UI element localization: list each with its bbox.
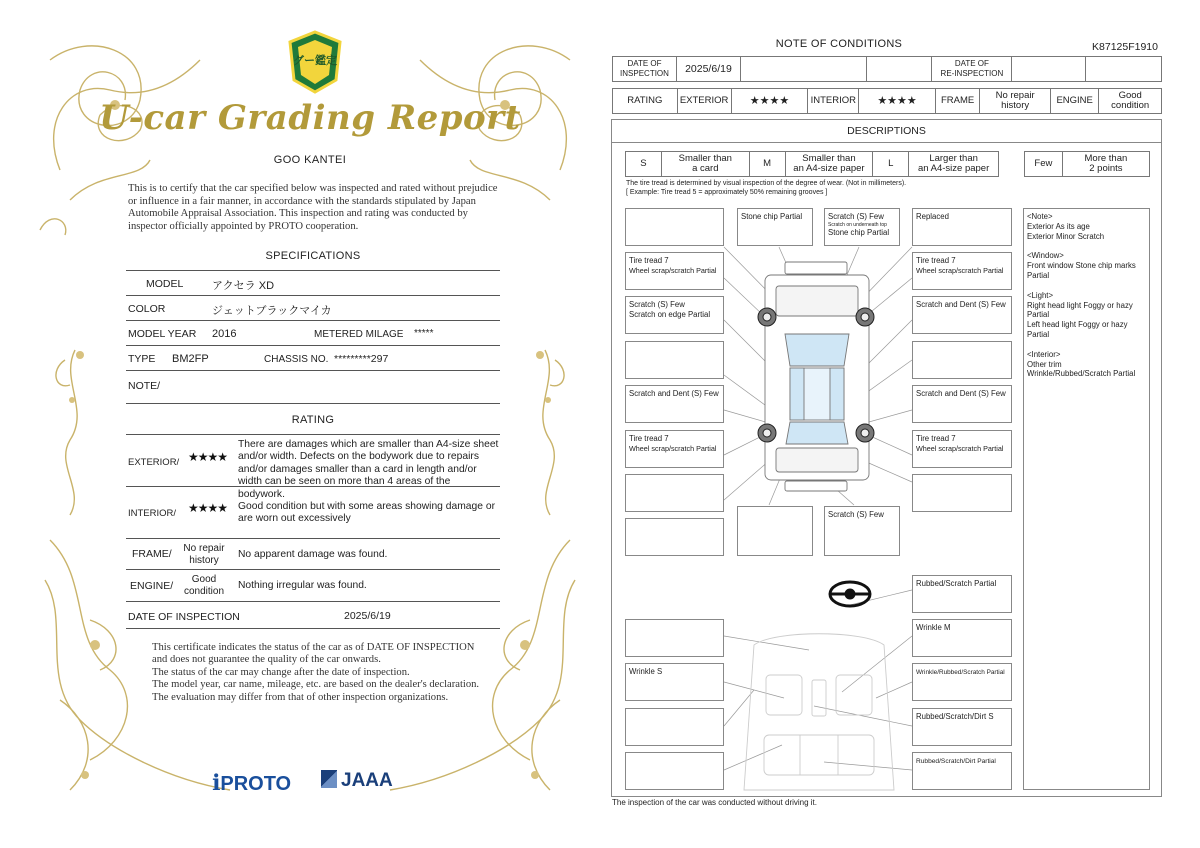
frame-label: FRAME — [935, 89, 979, 114]
interior-box-empty — [625, 619, 724, 657]
reference-number: K87125F1910 — [1092, 41, 1158, 53]
legend-s-desc: Smaller than a card — [661, 152, 749, 177]
spec-row-note — [126, 370, 500, 404]
condition-box-right-5: Scratch and Dent (S) Few — [912, 385, 1012, 423]
tire-note-2: [ Example: Tire tread 5 = approximately 50% remaining grooves ] — [626, 189, 828, 196]
interior-stars: ★★★★ — [859, 89, 936, 114]
descriptions-title: DESCRIPTIONS — [611, 119, 1162, 143]
condition-box-empty — [625, 474, 724, 512]
proto-logo-text: PROTO — [220, 773, 292, 795]
interior-line: Wrinkle/Rubbed/Scratch Partial — [1027, 369, 1136, 379]
color-label: COLOR — [128, 303, 166, 315]
legend-l-desc: Larger than an A4-size paper — [909, 152, 999, 177]
interior-heading: <Interior> — [1027, 349, 1061, 359]
engine-description: Nothing irregular was found. — [238, 580, 367, 591]
legend-l: L — [873, 152, 909, 177]
spec-row-color — [126, 295, 500, 320]
mileage-value: ***** — [414, 328, 434, 339]
model-value: アクセラ XD — [212, 280, 275, 292]
engine-value-line2: condition — [183, 585, 225, 597]
note-label: NOTE/ — [128, 380, 161, 392]
exterior-label: EXTERIOR/ — [128, 457, 180, 468]
frame-value — [180, 543, 228, 566]
legend-few-desc: More than 2 points — [1062, 152, 1149, 177]
date-of-inspection-value: 2025/6/19 — [344, 610, 391, 622]
exterior-description: There are damages which are smaller than A4-size sheet and/or width. Defects on the bodywork due to repairs and/or damages smaller than a card in length and/or width can be seen on more than 4 areas of the bodywork. — [238, 439, 499, 500]
note-of-conditions-sheet — [604, 30, 1170, 830]
type-value: BM2FP — [172, 353, 209, 365]
rating-row-frame — [126, 538, 500, 569]
model-label: MODEL — [146, 278, 184, 290]
condition-box-bottom-3: Scratch (S) Few — [824, 506, 900, 556]
note-line: Exterior As its age — [1027, 221, 1090, 231]
spec-row-model-year — [126, 320, 500, 345]
condition-box-empty — [625, 518, 724, 556]
date-of-inspection-value: 2025/6/19 — [676, 57, 740, 82]
certificate-disclaimer — [152, 642, 482, 704]
color-value: ジェットブラックマイカ — [212, 305, 332, 317]
date-of-inspection-label: DATE OF INSPECTION — [128, 611, 240, 623]
chassis-label: CHASSIS NO. — [264, 354, 329, 365]
mileage-label: METERED MILAGE — [314, 329, 404, 340]
grading-certificate — [30, 20, 590, 832]
rating-row-engine — [126, 569, 500, 601]
model-year-value: 2016 — [212, 328, 237, 340]
report-title: U-car Grading Report — [99, 98, 521, 138]
steering-wheel-icon — [830, 582, 870, 606]
interior-box-right-5: Rubbed/Scratch/Dirt Partial — [912, 752, 1012, 790]
interior-label: INTERIOR/ — [128, 508, 177, 519]
light-line: Right head light Foggy or hazy Partial — [1027, 300, 1133, 320]
type-label: TYPE — [128, 353, 156, 365]
condition-box-empty — [912, 474, 1012, 512]
report-subtitle: GOO KANTEI — [273, 154, 347, 166]
condition-box-empty — [625, 341, 724, 379]
interior-box-right-3: Wrinkle/Rubbed/Scratch Partial — [912, 663, 1012, 701]
notes-panel — [1023, 208, 1150, 790]
disclaimer-line-4: The evaluation may differ from that of other inspection organizations. — [152, 691, 449, 703]
condition-box-top-4: Replaced — [912, 208, 1012, 246]
jaaa-logo — [321, 770, 393, 792]
specifications-heading: SPECIFICATIONS — [265, 250, 361, 262]
date-of-inspection-label: DATE OF INSPECTION — [613, 57, 677, 82]
spec-row-model — [126, 270, 500, 295]
note-line: Exterior Minor Scratch — [1027, 231, 1105, 241]
chassis-value: *********297 — [334, 353, 389, 365]
note-heading: <Note> — [1027, 212, 1053, 221]
model-year-label: MODEL YEAR — [128, 328, 197, 340]
frame-value-line2: history — [189, 554, 219, 566]
condition-box-empty — [625, 208, 724, 246]
condition-box-left-5: Scratch and Dent (S) Few — [625, 385, 724, 423]
exterior-stars: ★★★★ — [188, 450, 228, 464]
condition-box-left-6: Tire tread 7 Wheel scrap/scratch Partial — [625, 430, 724, 468]
condition-box-left-2: Tire tread 7 Wheel scrap/scratch Partial — [625, 252, 724, 290]
interior-box-right-4: Rubbed/Scratch/Dirt S — [912, 708, 1012, 746]
window-line: Front window Stone chip marks Partial — [1027, 261, 1136, 280]
legend-s: S — [626, 152, 662, 177]
frame-value-line1: No repair — [183, 543, 225, 554]
condition-box-empty — [737, 506, 813, 556]
condition-box-empty — [912, 341, 1012, 379]
engine-value: Good condition — [1099, 89, 1162, 114]
light-line: Left head light Foggy or hazy Partial — [1027, 320, 1128, 339]
proto-logo: ℹPROTO — [212, 770, 292, 795]
rating-label: RATING — [613, 89, 678, 114]
rating-row-exterior — [126, 434, 500, 500]
logo-text: グー鑑定 — [293, 55, 337, 67]
inspection-footer-note: The inspection of the car was conducted without driving it. — [612, 798, 817, 807]
jaaa-logo-text: JAAA — [341, 770, 393, 791]
gold-ornament-border — [30, 20, 590, 832]
condition-box-right-2: Tire tread 7 Wheel scrap/scratch Partial — [912, 252, 1012, 290]
engine-label: ENGINE — [1050, 89, 1098, 114]
condition-box-top-3: Scratch (S) Few Scratch on underneath top Stone chip Partial — [824, 208, 900, 246]
reinspection-label: DATE OF RE-INSPECTION — [932, 57, 1012, 82]
engine-value-line1: Good — [191, 574, 217, 585]
light-heading: <Light> — [1027, 290, 1054, 300]
rating-row-date — [126, 601, 500, 629]
condition-box-right-3: Scratch and Dent (S) Few — [912, 296, 1012, 334]
interior-line: Other trim — [1027, 359, 1062, 369]
disclaimer-line-3: The model year, car name, mileage, etc. are based on the dealer's declaration. — [152, 679, 480, 691]
condition-box-left-3: Scratch (S) Few Scratch on edge Partial — [625, 296, 724, 334]
certify-statement: This is to certify that the car specified below was inspected and rated without prejudice or influence in a fair manner, in accordance with the standards stipulated by Japan Automobile Appraisal Association. This inspection and rating was conducted by inspector officially appointed by PROTO cooperation. — [128, 183, 498, 232]
interior-stars: ★★★★ — [188, 501, 228, 515]
legend-few: Few — [1025, 152, 1063, 177]
interior-box-empty — [625, 708, 724, 746]
condition-box-top-2: Stone chip Partial — [737, 208, 813, 246]
engine-label: ENGINE/ — [130, 580, 174, 592]
interior-label: INTERIOR — [808, 89, 859, 114]
exterior-stars: ★★★★ — [731, 89, 808, 114]
exterior-label: EXTERIOR — [677, 89, 731, 114]
rating-heading: RATING — [291, 414, 335, 426]
disclaimer-line-2: The status of the car may change after the date of inspection. — [152, 666, 410, 678]
sheet-title: NOTE OF CONDITIONS — [775, 38, 903, 50]
interior-box-empty — [625, 752, 724, 790]
tire-note-1: The tire tread is determined by visual inspection of the degree of wear. (Not in millimeters). — [626, 180, 907, 187]
frame-label: FRAME/ — [132, 548, 172, 560]
interior-description: Good condition but with some areas showing damage or are worn out excessively — [238, 501, 495, 525]
goo-kantei-logo — [286, 30, 344, 94]
legend-m: M — [749, 152, 785, 177]
legend-m-desc: Smaller than an A4-size paper — [785, 152, 873, 177]
spec-row-type — [126, 345, 500, 370]
frame-value: No repair history — [980, 89, 1051, 114]
engine-value — [180, 574, 228, 597]
interior-box-right-1: Rubbed/Scratch Partial — [912, 575, 1012, 613]
interior-box-left-3: Wrinkle S — [625, 663, 724, 701]
condition-box-right-6: Tire tread 7 Wheel scrap/scratch Partial — [912, 430, 1012, 468]
disclaimer-line-1: This certificate indicates the status of the car as of DATE OF INSPECTION and does not guarantee the quality of the car onwards. — [152, 642, 475, 666]
window-heading: <Window> — [1027, 251, 1064, 261]
frame-description: No apparent damage was found. — [238, 549, 388, 560]
interior-box-right-2: Wrinkle M — [912, 619, 1012, 657]
rating-row-interior — [126, 486, 500, 538]
